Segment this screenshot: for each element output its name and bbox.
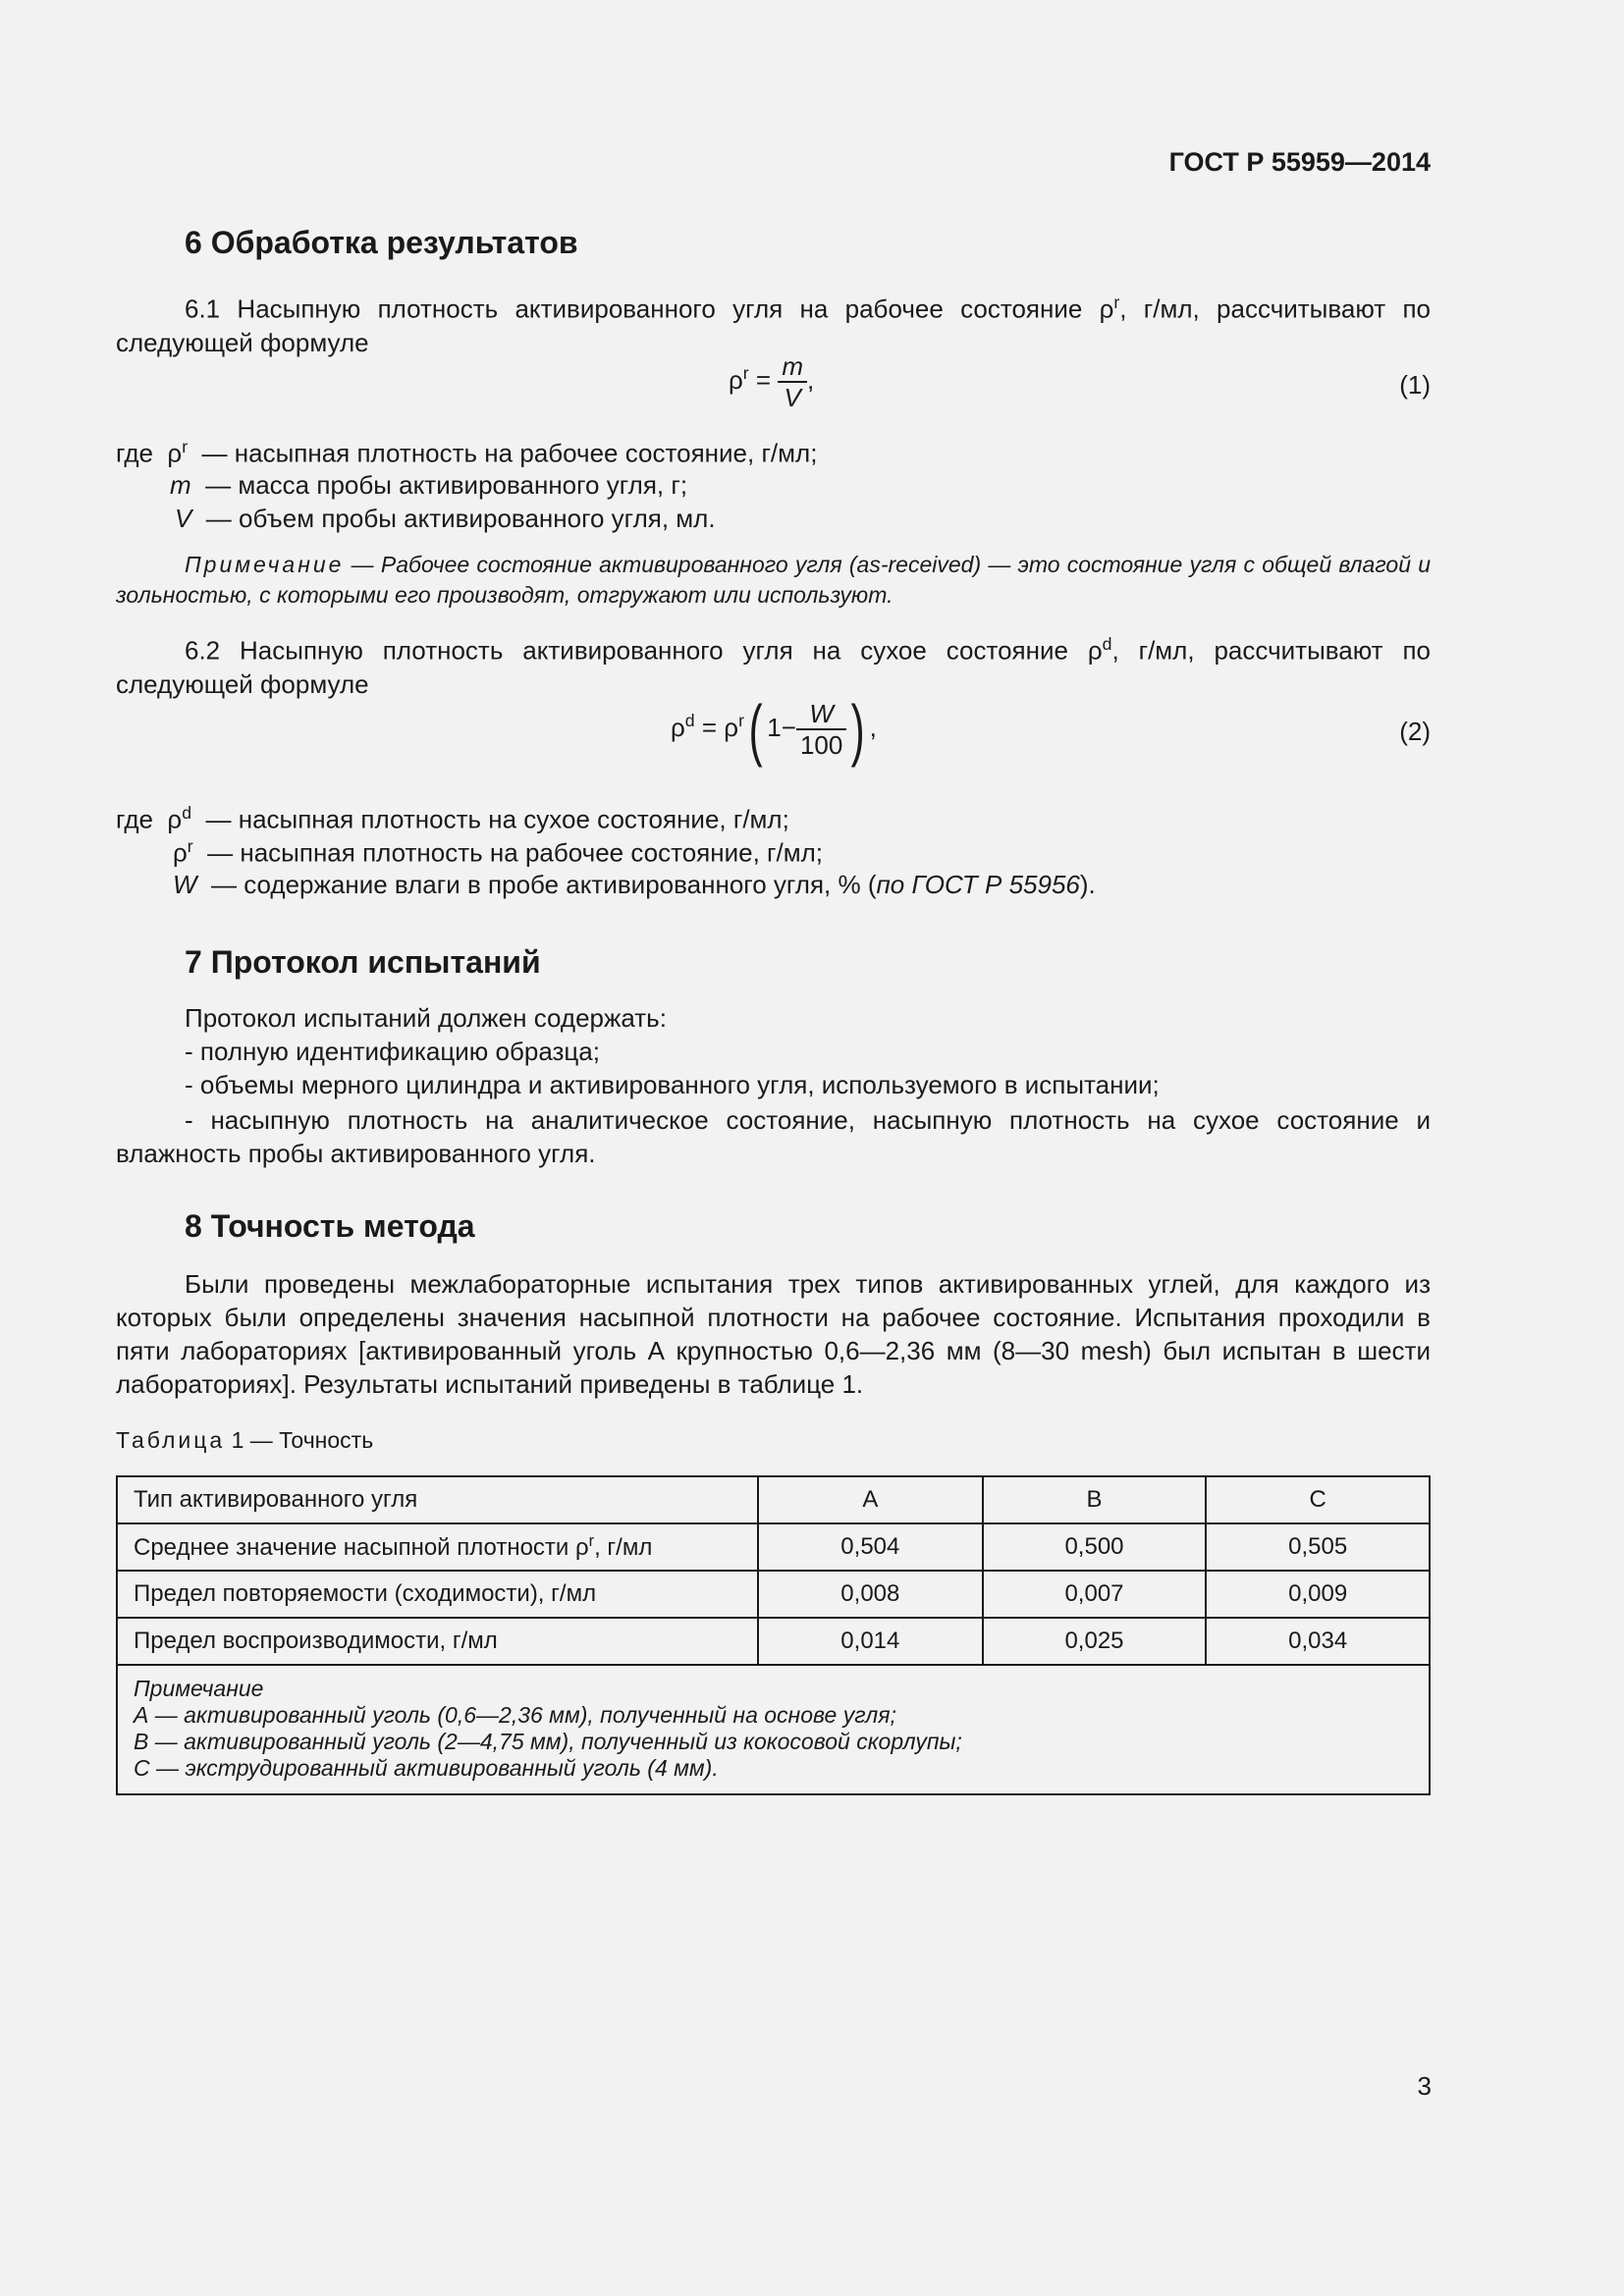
fraction-w-over-100: $\frac{W}{100}$ bbox=[796, 699, 846, 760]
table-row bbox=[117, 1571, 1430, 1618]
table-cell: 0,500 bbox=[983, 1523, 1207, 1571]
table-cell: 0,014 bbox=[758, 1618, 983, 1665]
table-cell: 0,504 bbox=[758, 1523, 983, 1571]
formula-2: $\rho^d = \rho^r$( 1− $\frac{W}{100}$ ) , bbox=[671, 691, 877, 768]
header-cell: С bbox=[1206, 1476, 1430, 1523]
table-note-row bbox=[117, 1665, 1430, 1794]
table-row bbox=[117, 1523, 1430, 1571]
paragraph-6-2: 6.2 Насыпную плотность активированного угля на сухое состояние $\rho^d$, г/мл, рассчитывают по следующей формуле bbox=[116, 634, 1431, 699]
precision-table bbox=[116, 1475, 1431, 1795]
where-row: V — объем пробы активированного угля, мл. bbox=[175, 504, 716, 533]
table-cell: 0,007 bbox=[983, 1571, 1207, 1618]
where-row: $\rho^r$ — насыпная плотность на рабочее состояние, г/мл; bbox=[173, 836, 824, 868]
section-7-heading: 7 Протокол испытаний bbox=[185, 944, 541, 980]
list-item: - насыпную плотность на аналитическое состояние, насыпную плотность на сухое состояние и влажность пробы активированного угля. bbox=[116, 1105, 1431, 1168]
section-6-heading: 6 Обработка результатов bbox=[185, 225, 578, 260]
row-label: Предел повторяемости (сходимости), г/мл bbox=[117, 1571, 758, 1618]
row-label: Предел воспроизводимости, г/мл bbox=[117, 1618, 758, 1665]
table-note: Примечание А — активированный уголь (0,6—2,36 мм), полученный на основе угля; В — активированный уголь (2—4,75 мм), полученный из кокосовой скорлупы; С — экструдированный активированный уголь (4 мм). bbox=[117, 1665, 1430, 1794]
equation-number-2: (2) bbox=[1399, 717, 1431, 746]
standard-header: ГОСТ Р 55959—2014 bbox=[1168, 147, 1431, 177]
equation-number-1: (1) bbox=[1399, 370, 1431, 400]
paragraph-6-1: 6.1 Насыпную плотность активированного угля на рабочее состояние $\rho^r$, г/мл, рассчитывают по следующей формуле bbox=[116, 293, 1431, 357]
fraction-m-over-v: $\frac{m}{V}$ bbox=[778, 351, 807, 412]
table-header-row bbox=[117, 1476, 1430, 1523]
where-row: где $\rho^d$ — насыпная плотность на сухое состояние, г/мл; bbox=[116, 803, 789, 834]
page-number: 3 bbox=[1417, 2071, 1432, 2101]
table-caption: Таблица 1 — Точность bbox=[116, 1427, 374, 1453]
table-cell: 0,505 bbox=[1206, 1523, 1430, 1571]
table-cell: 0,009 bbox=[1206, 1571, 1430, 1618]
list-item: - полную идентификацию образца; bbox=[185, 1037, 600, 1066]
section-8-heading: 8 Точность метода bbox=[185, 1208, 475, 1244]
note-as-received: Примечание — Рабочее состояние активированного угля (as-received) — это состояние угля с общей влагой и зольностью, с которыми его производят, отгружают или используют. bbox=[116, 552, 1431, 608]
row-label: Среднее значение насыпной плотности $\rho^r$, г/мл bbox=[117, 1523, 758, 1571]
where-row: где $\rho^r$ — насыпная плотность на рабочее состояние, г/мл; bbox=[116, 437, 818, 468]
protocol-intro: Протокол испытаний должен содержать: bbox=[185, 1003, 667, 1033]
table-cell: 0,025 bbox=[983, 1618, 1207, 1665]
section-8-paragraph: Были проведены межлабораторные испытания трех типов активированных углей, для каждого из которых были определены значения насыпной плотности на рабочее состояние. Испытания проходили в пяти лабораториях [активированный уголь А крупностью 0,6—2,36 мм (8—30 mesh) был испытан в шести лабораториях]. Результаты испытаний приведены в таблице 1. bbox=[116, 1269, 1431, 1399]
table-cell: 0,034 bbox=[1206, 1618, 1430, 1665]
where-row: W — содержание влаги в пробе активированного угля, % (по ГОСТ Р 55956). bbox=[173, 870, 1096, 899]
table-cell: 0,008 bbox=[758, 1571, 983, 1618]
header-cell: Тип активированного угля bbox=[117, 1476, 758, 1523]
header-cell: В bbox=[983, 1476, 1207, 1523]
list-item: - объемы мерного цилиндра и активированного угля, используемого в испытании; bbox=[185, 1070, 1160, 1099]
where-row: m — масса пробы активированного угля, г; bbox=[170, 470, 688, 500]
formula-1: $\rho^r$ = $\frac{m}{V}$ , bbox=[729, 351, 815, 412]
header-cell: А bbox=[758, 1476, 983, 1523]
table-row bbox=[117, 1618, 1430, 1665]
